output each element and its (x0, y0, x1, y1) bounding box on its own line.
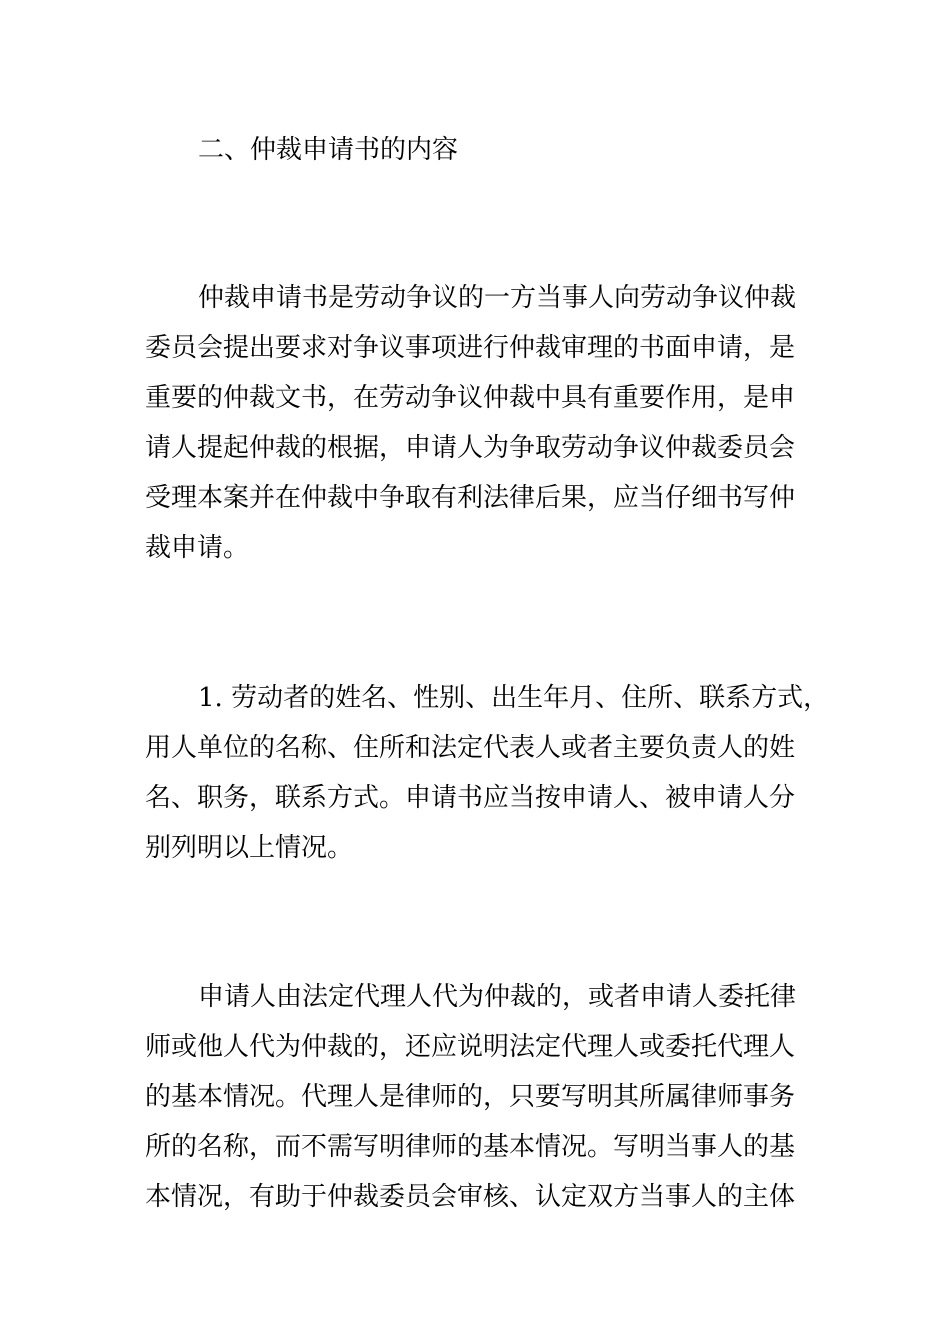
paragraph-line: 别列明以上情况。 (145, 833, 354, 863)
paragraph-line: 师或他人代为仲裁的，还应说明法定代理人或委托代理人 (145, 1032, 796, 1062)
paragraph-line: 所的名称，而不需写明律师的基本情况。写明当事人的基 (145, 1132, 796, 1162)
paragraph-line: 用人单位的名称、住所和法定代表人或者主要负责人的姓 (145, 733, 796, 763)
paragraph-line: 裁申请。 (145, 533, 250, 563)
paragraph-line: 重要的仲裁文书，在劳动争议仲裁中具有重要作用，是申 (145, 383, 796, 413)
paragraph-line: 1. 劳动者的姓名、性别、出生年月、住所、联系方式， (198, 683, 830, 713)
paragraph-line: 仲裁申请书是劳动争议的一方当事人向劳动争议仲裁 (198, 283, 797, 313)
paragraph-line: 的基本情况。代理人是律师的，只要写明其所属律师事务 (145, 1082, 796, 1112)
paragraph-line: 申请人由法定代理人代为仲裁的，或者申请人委托律 (198, 982, 797, 1012)
paragraph-line: 请人提起仲裁的根据，申请人为争取劳动争议仲裁委员会 (145, 433, 796, 463)
paragraph-line: 委员会提出要求对争议事项进行仲裁审理的书面申请，是 (145, 333, 796, 363)
section-heading: 二、仲裁申请书的内容 (198, 135, 459, 165)
paragraph-line: 受理本案并在仲裁中争取有利法律后果，应当仔细书写仲 (145, 483, 796, 513)
paragraph-item-1-party-information (145, 673, 830, 873)
paragraph-line: 名、职务，联系方式。申请书应当按申请人、被申请人分 (145, 783, 796, 813)
paragraph-agent-information (145, 972, 815, 1222)
paragraph-arbitration-application-definition (145, 273, 815, 573)
paragraph-line: 本情况，有助于仲裁委员会审核、认定双方当事人的主体 (145, 1182, 796, 1212)
